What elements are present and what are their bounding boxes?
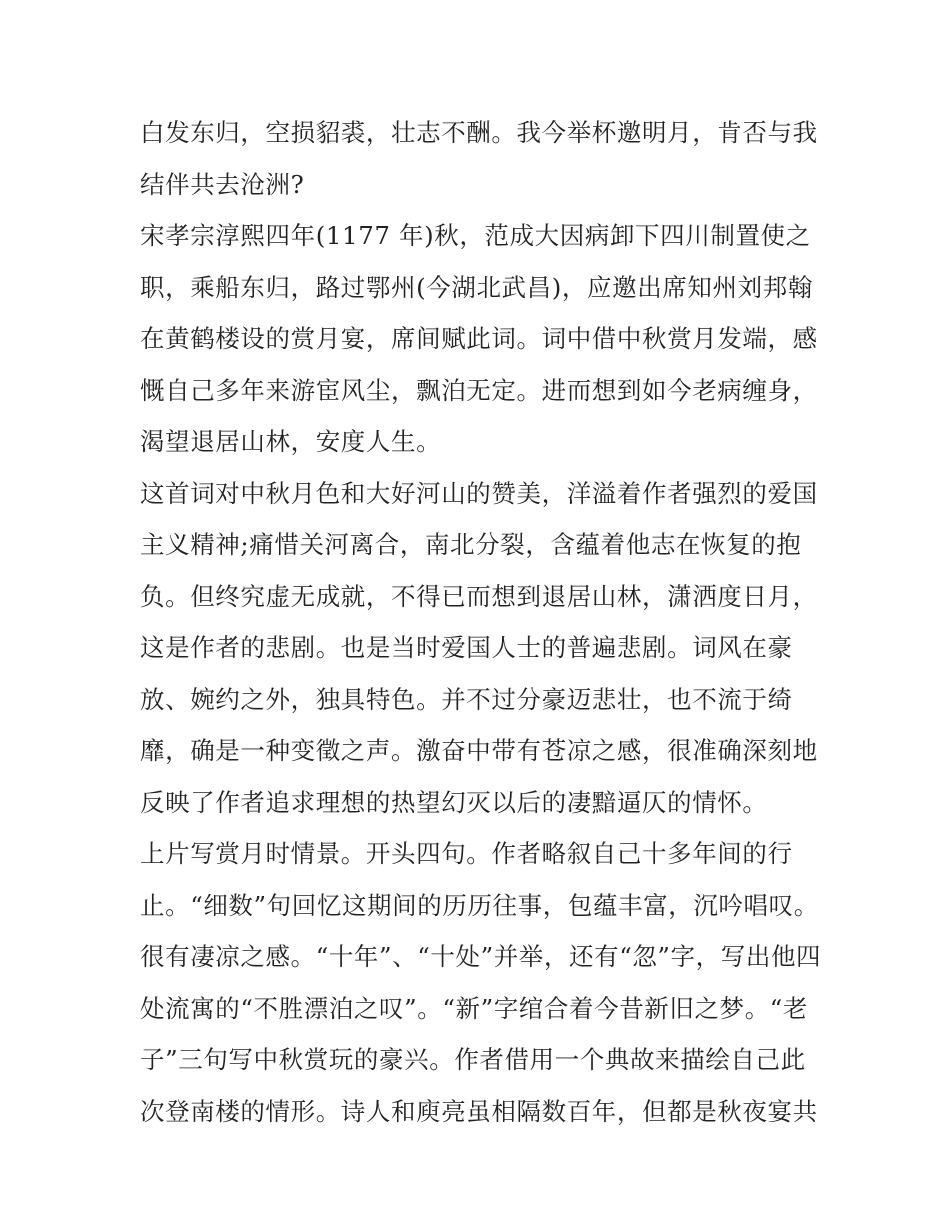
paragraph-4	[140, 828, 822, 1137]
text-line: 子”三句写中秋赏玩的豪兴。作者借用一个典故来描绘自己此	[140, 1045, 806, 1074]
text-line: 次登南楼的情形。诗人和庾亮虽相隔数百年，但都是秋夜宴共	[140, 1096, 818, 1126]
text-line: 这首词对中秋月色和大好河山的赞美，洋溢着作者强烈的爱国	[140, 478, 818, 508]
text-line: 这是作者的悲剧。也是当时爱国人士的普遍悲剧。词风在豪	[140, 633, 793, 662]
document-body	[140, 107, 822, 1137]
text-line: 宋孝宗淳熙四年(1177 年)秋，范成大因病卸下四川制置使之	[140, 221, 811, 250]
text-line: 止。“细数”句回忆这期间的历历往事，包蕴丰富，沉吟唱叹。	[140, 890, 819, 920]
text-line: 结伴共去沧洲?	[140, 169, 305, 199]
text-line: 上片写赏月时情景。开头四句。作者略叙自己十多年间的行	[140, 839, 793, 868]
paragraph-2	[140, 210, 818, 468]
text-line: 慨自己多年来游宦风尘，飘泊无定。进而想到如今老病缠身，	[140, 375, 818, 405]
paragraph-3	[140, 468, 818, 829]
text-line: 主义精神;痛惜关河离合，南北分裂，含蕴着他志在恢复的抱	[140, 530, 802, 559]
text-line: 职，乘船东归，路过鄂州(今湖北武昌)，应邀出席知州刘邦翰	[140, 272, 813, 302]
text-line: 靡，确是一种变徵之声。激奋中带有苍凉之感，很准确深刻地	[140, 736, 818, 765]
paragraph-1	[140, 107, 818, 210]
text-line: 反映了作者追求理想的热望幻灭以后的凄黯逼仄的情怀。	[140, 787, 768, 817]
text-line: 渴望退居山林，安度人生。	[140, 427, 442, 456]
text-line: 很有凄凉之感。“十年”、“十处”并举，还有“忽”字，写出他四	[140, 942, 822, 971]
text-line: 负。但终究虚无成就，不得已而想到退居山林，潇洒度日月，	[140, 581, 818, 611]
text-line: 在黄鹤楼设的赏月宴，席间赋此词。词中借中秋赏月发端，感	[140, 324, 818, 353]
text-line: 放、婉约之外，独具特色。并不过分豪迈悲壮，也不流于绮	[140, 684, 793, 714]
text-line: 白发东归，空损貂裘，壮志不酬。我今举杯邀明月，肯否与我	[140, 118, 818, 147]
text-line: 处流寓的“不胜漂泊之叹”。“新”字绾合着今昔新旧之梦。“老	[140, 993, 809, 1023]
